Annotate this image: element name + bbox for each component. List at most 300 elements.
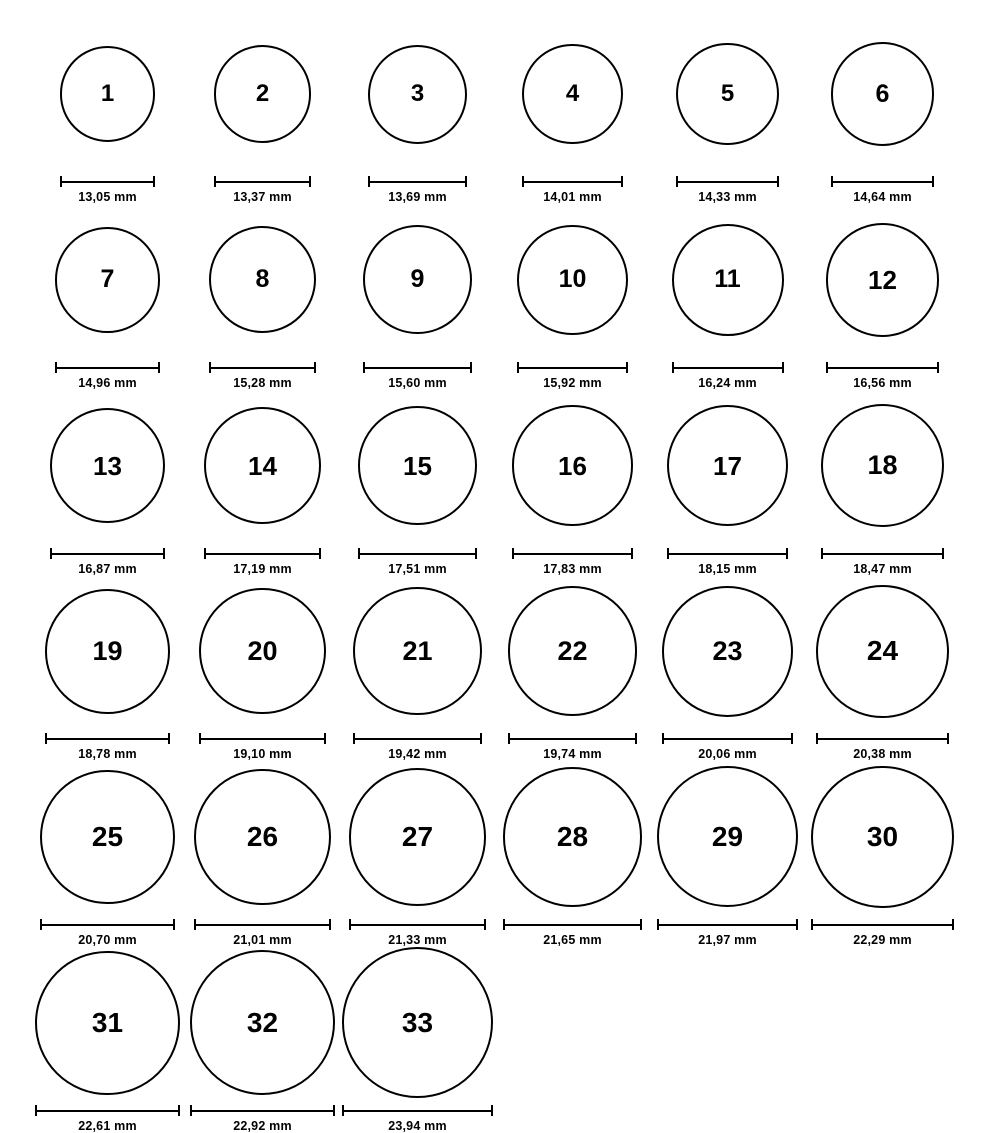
- diameter-label: 13,37 mm: [233, 190, 292, 205]
- ruler-bar: [45, 738, 170, 740]
- size-cell: [805, 389, 960, 575]
- size-cell: [650, 18, 805, 204]
- ring-size-number: 15: [403, 450, 432, 481]
- size-cell: [340, 389, 495, 575]
- ruler-tick-left: [831, 176, 833, 187]
- ruler-tick-left: [826, 362, 828, 373]
- diameter-ruler: [45, 733, 170, 744]
- diameter-label: 22,29 mm: [853, 933, 912, 948]
- ruler-tick-right: [314, 362, 316, 373]
- ruler-bar: [342, 1110, 493, 1112]
- diameter-ruler: [667, 548, 789, 559]
- ruler-tick-left: [35, 1105, 37, 1116]
- diameter-ruler: [503, 919, 642, 930]
- ruler-bar: [667, 553, 789, 555]
- ring-circle: [199, 588, 325, 714]
- ruler-tick-left: [662, 733, 664, 744]
- size-cell: [340, 761, 495, 947]
- ring-circle-wrap: [214, 18, 312, 170]
- ring-circle: [55, 227, 161, 333]
- ruler-bar: [363, 367, 472, 369]
- size-cell: [185, 389, 340, 575]
- ring-size-number: 20: [247, 635, 278, 666]
- diameter-label: 17,51 mm: [388, 561, 447, 576]
- ruler-bar: [190, 1110, 336, 1112]
- ring-circle: [209, 226, 316, 333]
- ring-size-number: 7: [100, 265, 115, 294]
- ring-circle-wrap: [40, 761, 175, 913]
- diameter-ruler: [199, 733, 325, 744]
- ruler-bar: [358, 553, 476, 555]
- diameter-label: 18,47 mm: [853, 561, 912, 576]
- diameter-label: 18,78 mm: [78, 747, 137, 762]
- ruler-bar: [209, 367, 316, 369]
- diameter-label: 17,83 mm: [543, 561, 602, 576]
- diameter-label: 13,05 mm: [78, 190, 137, 205]
- ruler-tick-right: [470, 362, 472, 373]
- diameter-label: 18,15 mm: [698, 561, 757, 576]
- diameter-ruler: [522, 176, 623, 187]
- size-cell: [340, 947, 495, 1133]
- ruler-tick-left: [45, 733, 47, 744]
- size-cell: [805, 204, 960, 390]
- size-cell: [495, 204, 650, 390]
- diameter-ruler: [214, 176, 312, 187]
- ring-circle: [358, 406, 476, 524]
- ring-circle-wrap: [667, 389, 789, 541]
- ring-circle-wrap: [826, 204, 940, 356]
- ruler-bar: [816, 738, 949, 740]
- diameter-ruler: [194, 919, 330, 930]
- ring-circle: [342, 947, 493, 1098]
- diameter-ruler: [358, 548, 476, 559]
- ruler-tick-left: [349, 919, 351, 930]
- ruler-tick-left: [503, 919, 505, 930]
- size-row: [30, 204, 970, 390]
- ring-circle: [363, 225, 472, 334]
- ruler-tick-left: [667, 548, 669, 559]
- diameter-label: 14,64 mm: [853, 190, 912, 205]
- ruler-bar: [522, 181, 623, 183]
- ring-circle: [508, 586, 638, 716]
- diameter-ruler: [342, 1105, 493, 1116]
- ruler-tick-right: [333, 1105, 335, 1116]
- ruler-tick-right: [168, 733, 170, 744]
- ring-circle: [368, 45, 467, 144]
- diameter-label: 16,87 mm: [78, 561, 137, 576]
- ruler-tick-right: [465, 176, 467, 187]
- ruler-tick-right: [635, 733, 637, 744]
- diameter-label: 15,92 mm: [543, 375, 602, 390]
- diameter-label: 15,60 mm: [388, 375, 447, 390]
- size-cell: [805, 18, 960, 204]
- ruler-tick-right: [319, 548, 321, 559]
- ruler-bar: [517, 367, 627, 369]
- ring-size-number: 8: [255, 265, 270, 294]
- ruler-tick-right: [932, 176, 934, 187]
- ruler-bar: [368, 181, 467, 183]
- diameter-label: 20,70 mm: [78, 933, 137, 948]
- ruler-tick-right: [163, 548, 165, 559]
- ring-circle: [522, 44, 623, 145]
- ring-circle: [667, 405, 789, 527]
- ring-size-number: 32: [246, 1006, 279, 1038]
- ruler-tick-left: [821, 548, 823, 559]
- size-cell: [650, 389, 805, 575]
- ring-circle: [190, 950, 336, 1096]
- size-row: [30, 761, 970, 947]
- ruler-tick-right: [324, 733, 326, 744]
- ruler-bar: [349, 924, 487, 926]
- ring-circle-wrap: [816, 575, 949, 727]
- diameter-ruler: [508, 733, 638, 744]
- ruler-tick-left: [363, 362, 365, 373]
- diameter-label: 21,65 mm: [543, 933, 602, 948]
- ring-size-number: 3: [410, 80, 425, 108]
- ring-circle: [676, 43, 778, 145]
- diameter-label: 16,24 mm: [698, 375, 757, 390]
- size-cell: [495, 389, 650, 575]
- ring-circle: [353, 587, 481, 715]
- ring-circle: [50, 408, 165, 523]
- diameter-label: 14,96 mm: [78, 375, 137, 390]
- size-cell: [185, 18, 340, 204]
- diameter-label: 21,33 mm: [388, 933, 447, 948]
- ruler-tick-left: [816, 733, 818, 744]
- ring-circle-wrap: [204, 389, 321, 541]
- diameter-ruler: [811, 919, 954, 930]
- diameter-ruler: [676, 176, 778, 187]
- ruler-tick-left: [209, 362, 211, 373]
- ruler-bar: [214, 181, 312, 183]
- ruler-tick-right: [475, 548, 477, 559]
- size-cell: [805, 575, 960, 761]
- ruler-bar: [821, 553, 944, 555]
- size-grid: [30, 18, 970, 1132]
- ring-size-number: 17: [713, 450, 742, 481]
- ring-circle-wrap: [199, 575, 325, 727]
- diameter-ruler: [512, 548, 632, 559]
- ruler-bar: [60, 181, 156, 183]
- ring-circle-wrap: [190, 947, 336, 1099]
- ring-circle-wrap: [55, 204, 161, 356]
- ring-circle-wrap: [353, 575, 481, 727]
- size-cell: [340, 18, 495, 204]
- ring-circle: [40, 770, 175, 905]
- ruler-bar: [508, 738, 638, 740]
- ring-size-number: 6: [875, 79, 890, 108]
- ring-size-number: 10: [558, 265, 587, 294]
- ring-size-number: 13: [93, 450, 122, 481]
- ring-size-number: 29: [711, 820, 744, 852]
- diameter-ruler: [353, 733, 481, 744]
- ring-size-number: 14: [248, 450, 277, 481]
- ruler-tick-right: [491, 1105, 493, 1116]
- ring-size-number: 18: [867, 450, 898, 480]
- diameter-ruler: [816, 733, 949, 744]
- ruler-bar: [672, 367, 784, 369]
- diameter-label: 16,56 mm: [853, 375, 912, 390]
- diameter-label: 20,06 mm: [698, 747, 757, 762]
- ring-circle: [826, 223, 940, 337]
- diameter-label: 15,28 mm: [233, 375, 292, 390]
- ruler-tick-right: [937, 362, 939, 373]
- ring-size-number: 30: [866, 820, 899, 852]
- diameter-ruler: [368, 176, 467, 187]
- ruler-tick-right: [178, 1105, 180, 1116]
- ring-circle-wrap: [503, 761, 642, 913]
- ruler-tick-right: [796, 919, 798, 930]
- ruler-tick-left: [40, 919, 42, 930]
- ruler-tick-right: [626, 362, 628, 373]
- diameter-ruler: [55, 362, 161, 373]
- size-cell: [30, 389, 185, 575]
- ruler-tick-right: [952, 919, 954, 930]
- ring-circle: [821, 404, 944, 527]
- size-cell: [185, 947, 340, 1133]
- ring-circle: [672, 224, 784, 336]
- ruler-bar: [657, 924, 798, 926]
- ruler-tick-right: [786, 548, 788, 559]
- ring-circle: [45, 589, 170, 714]
- ring-size-number: 12: [868, 264, 897, 295]
- ring-circle: [503, 767, 642, 906]
- size-cell: [495, 575, 650, 761]
- ring-size-number: 1: [100, 80, 115, 108]
- ring-circle-wrap: [363, 204, 472, 356]
- ruler-bar: [353, 738, 481, 740]
- ruler-tick-left: [50, 548, 52, 559]
- ring-size-number: 25: [91, 820, 124, 852]
- ring-circle-wrap: [831, 18, 935, 170]
- ruler-bar: [199, 738, 325, 740]
- ruler-tick-right: [782, 362, 784, 373]
- ring-circle-wrap: [368, 18, 467, 170]
- ruler-tick-right: [484, 919, 486, 930]
- ruler-tick-right: [309, 176, 311, 187]
- ring-circle-wrap: [662, 575, 793, 727]
- ring-circle-wrap: [512, 389, 632, 541]
- ruler-tick-left: [508, 733, 510, 744]
- ruler-tick-right: [621, 176, 623, 187]
- diameter-label: 21,97 mm: [698, 933, 757, 948]
- ruler-bar: [676, 181, 778, 183]
- size-cell: [650, 575, 805, 761]
- ring-circle-wrap: [672, 204, 784, 356]
- ring-circle-wrap: [522, 18, 623, 170]
- ruler-bar: [50, 553, 165, 555]
- ring-size-number: 23: [712, 635, 743, 666]
- ring-size-number: 9: [410, 265, 425, 294]
- diameter-label: 22,61 mm: [78, 1118, 137, 1133]
- ring-circle: [349, 768, 487, 906]
- ruler-bar: [40, 924, 175, 926]
- diameter-ruler: [50, 548, 165, 559]
- ruler-bar: [35, 1110, 179, 1112]
- ruler-tick-left: [517, 362, 519, 373]
- ruler-bar: [194, 924, 330, 926]
- ring-size-number: 22: [557, 635, 588, 666]
- diameter-label: 14,01 mm: [543, 190, 602, 205]
- size-cell: [185, 761, 340, 947]
- diameter-ruler: [672, 362, 784, 373]
- ring-circle: [204, 407, 321, 524]
- ruler-tick-left: [522, 176, 524, 187]
- ruler-tick-right: [329, 919, 331, 930]
- ruler-tick-right: [640, 919, 642, 930]
- diameter-label: 17,19 mm: [233, 561, 292, 576]
- ruler-tick-right: [791, 733, 793, 744]
- ring-circle: [657, 766, 798, 907]
- ring-circle: [831, 42, 935, 146]
- diameter-label: 21,01 mm: [233, 933, 292, 948]
- diameter-label: 19,42 mm: [388, 747, 447, 762]
- size-cell: [185, 204, 340, 390]
- size-row: [30, 389, 970, 575]
- ring-circle-wrap: [50, 389, 165, 541]
- diameter-ruler: [40, 919, 175, 930]
- ring-circle-wrap: [349, 761, 487, 913]
- ruler-tick-left: [811, 919, 813, 930]
- ring-size-number: 28: [556, 820, 589, 852]
- ring-size-number: 16: [558, 450, 587, 481]
- ruler-tick-left: [657, 919, 659, 930]
- diameter-ruler: [826, 362, 940, 373]
- ring-size-number: 2: [255, 80, 270, 108]
- ruler-tick-left: [368, 176, 370, 187]
- ruler-tick-right: [777, 176, 779, 187]
- ruler-bar: [826, 367, 940, 369]
- ruler-tick-right: [942, 548, 944, 559]
- ring-circle-wrap: [35, 947, 179, 1099]
- ring-size-number: 24: [866, 635, 899, 667]
- ring-circle-wrap: [45, 575, 170, 727]
- diameter-ruler: [35, 1105, 179, 1116]
- ruler-bar: [831, 181, 935, 183]
- ring-circle-wrap: [209, 204, 316, 356]
- ruler-tick-left: [199, 733, 201, 744]
- diameter-ruler: [821, 548, 944, 559]
- diameter-ruler: [204, 548, 321, 559]
- diameter-label: 13,69 mm: [388, 190, 447, 205]
- ruler-tick-left: [190, 1105, 192, 1116]
- ruler-tick-right: [153, 176, 155, 187]
- ring-size-number: 33: [401, 1006, 434, 1038]
- ring-circle-wrap: [342, 947, 493, 1099]
- ring-circle: [214, 45, 312, 143]
- ring-circle-wrap: [517, 204, 627, 356]
- ring-circle: [517, 225, 627, 335]
- diameter-ruler: [60, 176, 156, 187]
- ruler-tick-left: [214, 176, 216, 187]
- size-cell: [30, 575, 185, 761]
- size-cell: [30, 947, 185, 1133]
- size-cell: [340, 575, 495, 761]
- ruler-bar: [662, 738, 793, 740]
- ring-circle-wrap: [194, 761, 330, 913]
- ruler-tick-left: [672, 362, 674, 373]
- ring-circle-wrap: [508, 575, 638, 727]
- ruler-bar: [503, 924, 642, 926]
- size-cell: [340, 204, 495, 390]
- size-cell: [495, 18, 650, 204]
- diameter-label: 22,92 mm: [233, 1118, 292, 1133]
- ring-circle-wrap: [657, 761, 798, 913]
- diameter-ruler: [209, 362, 316, 373]
- ring-circle: [512, 405, 632, 525]
- ring-circle: [662, 586, 793, 717]
- ring-size-number: 5: [720, 80, 735, 108]
- ruler-tick-right: [480, 733, 482, 744]
- ring-circle-wrap: [358, 389, 476, 541]
- size-cell: [650, 761, 805, 947]
- diameter-label: 19,10 mm: [233, 747, 292, 762]
- ring-circle: [60, 46, 156, 142]
- diameter-label: 20,38 mm: [853, 747, 912, 762]
- ruler-bar: [811, 924, 954, 926]
- size-cell: [650, 204, 805, 390]
- ring-circle-wrap: [676, 18, 778, 170]
- diameter-ruler: [349, 919, 487, 930]
- diameter-label: 14,33 mm: [698, 190, 757, 205]
- diameter-ruler: [517, 362, 627, 373]
- ruler-bar: [55, 367, 161, 369]
- diameter-ruler: [662, 733, 793, 744]
- ruler-tick-right: [173, 919, 175, 930]
- ring-circle-wrap: [811, 761, 954, 913]
- diameter-ruler: [363, 362, 472, 373]
- ruler-tick-left: [512, 548, 514, 559]
- ring-circle: [811, 766, 954, 909]
- ruler-bar: [204, 553, 321, 555]
- ring-size-number: 26: [246, 820, 279, 852]
- ruler-tick-right: [947, 733, 949, 744]
- ring-circle: [35, 951, 179, 1095]
- ruler-tick-left: [342, 1105, 344, 1116]
- ring-size-number: 19: [92, 635, 123, 666]
- size-row: [30, 18, 970, 204]
- size-row: [30, 575, 970, 761]
- ring-circle: [194, 769, 330, 905]
- ruler-tick-left: [353, 733, 355, 744]
- ruler-tick-left: [358, 548, 360, 559]
- ruler-tick-right: [631, 548, 633, 559]
- size-cell: [185, 575, 340, 761]
- ring-size-number: 31: [91, 1006, 124, 1038]
- ruler-tick-left: [194, 919, 196, 930]
- ruler-tick-left: [55, 362, 57, 373]
- ruler-tick-left: [60, 176, 62, 187]
- diameter-ruler: [657, 919, 798, 930]
- ruler-tick-left: [204, 548, 206, 559]
- ruler-bar: [512, 553, 632, 555]
- diameter-ruler: [190, 1105, 336, 1116]
- ring-circle-wrap: [821, 389, 944, 541]
- size-cell: [30, 204, 185, 390]
- ring-size-number: 4: [565, 80, 580, 108]
- ring-circle: [816, 585, 949, 718]
- ring-size-number: 27: [401, 820, 434, 852]
- size-cell: [495, 761, 650, 947]
- ruler-tick-right: [158, 362, 160, 373]
- diameter-ruler: [831, 176, 935, 187]
- ring-size-number: 21: [402, 635, 433, 666]
- ring-circle-wrap: [60, 18, 156, 170]
- ring-size-number: 11: [714, 265, 741, 294]
- size-row: [30, 947, 970, 1133]
- size-cell: [30, 18, 185, 204]
- size-cell: [30, 761, 185, 947]
